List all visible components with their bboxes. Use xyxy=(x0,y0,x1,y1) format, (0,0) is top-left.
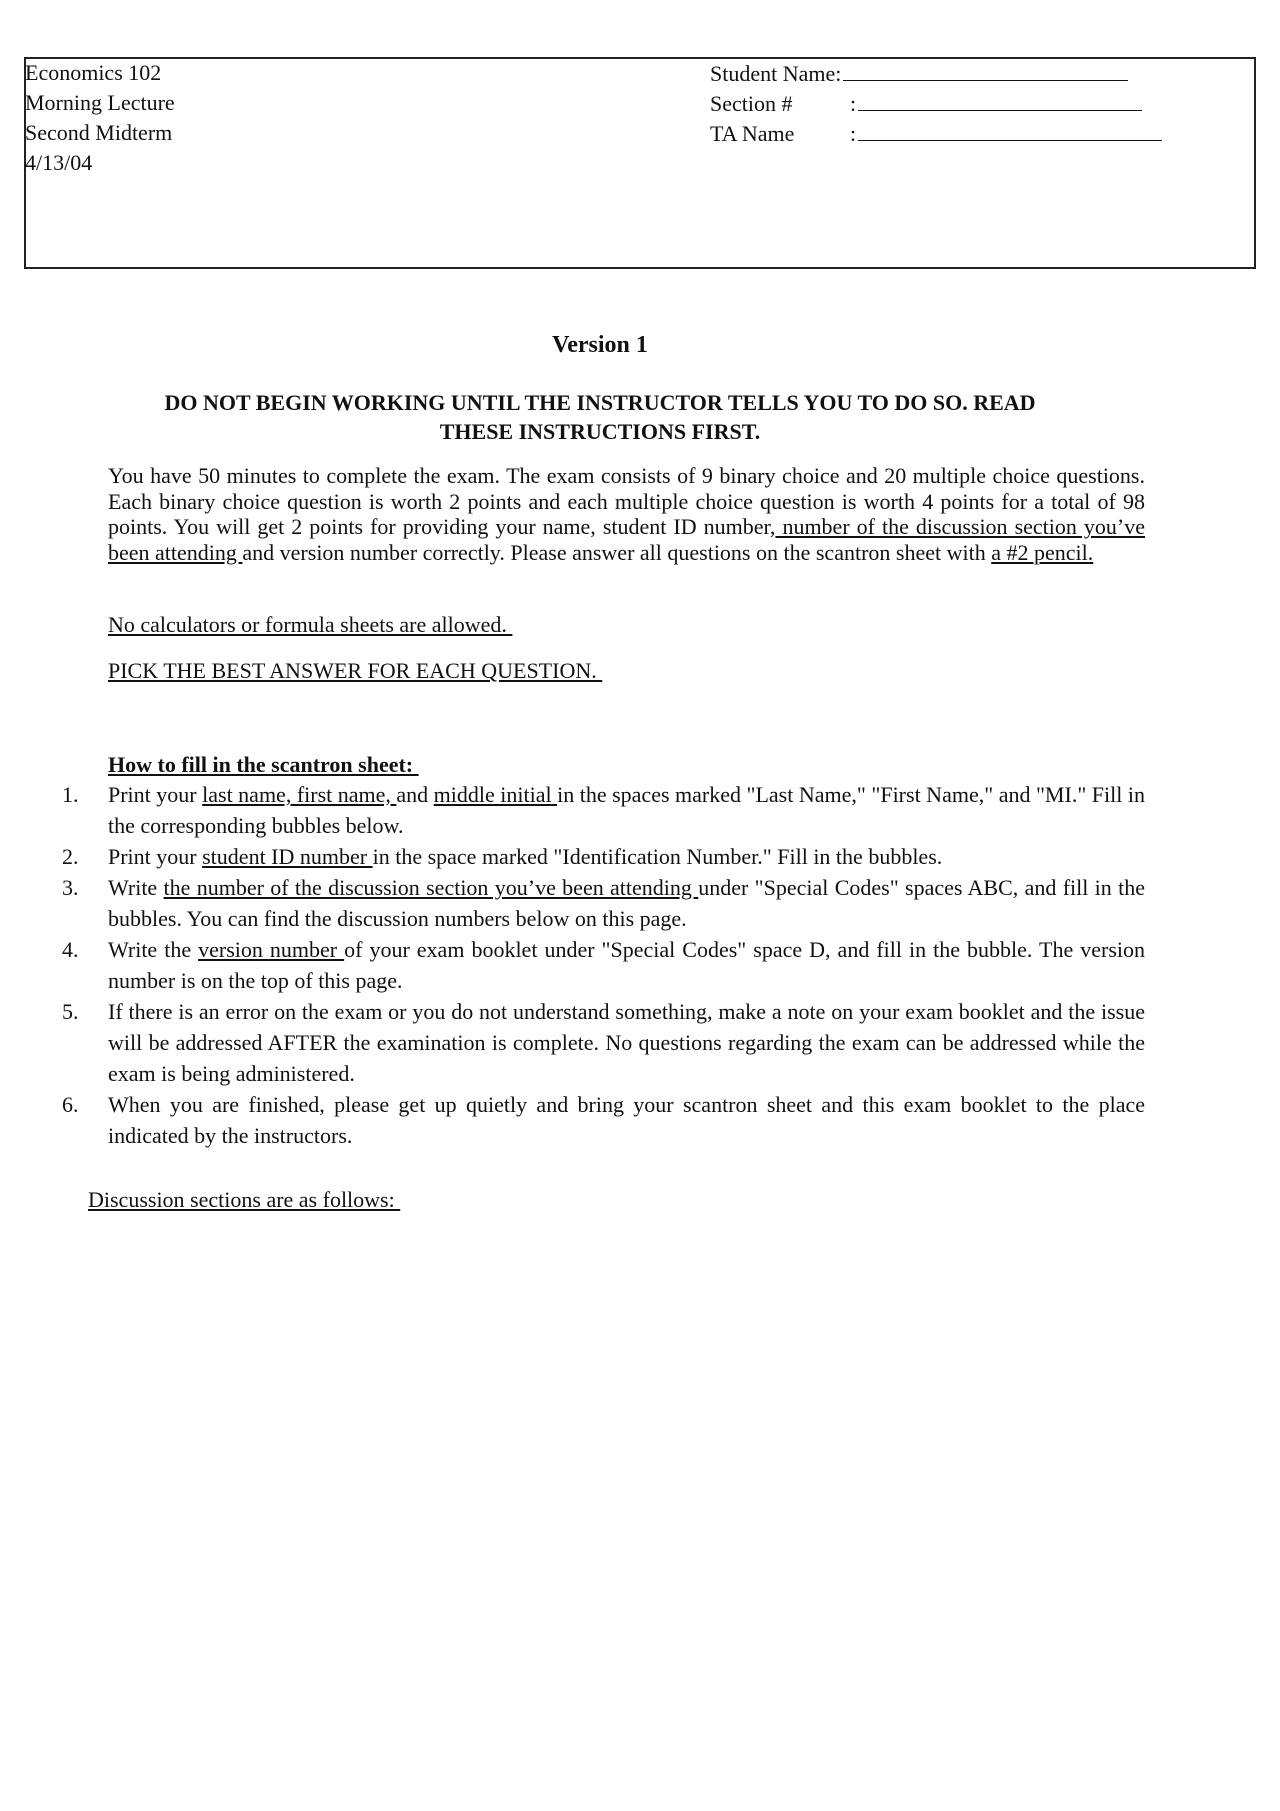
step-text-part: in the space marked "Identification Number." Fill in the bubbles. xyxy=(372,844,943,869)
ta-name-label: TA Name xyxy=(710,121,795,146)
scantron-instructions-heading: How to fill in the scantron sheet: xyxy=(108,752,419,777)
step-number: 4. xyxy=(62,937,79,962)
warning-text xyxy=(110,388,1090,446)
step-underline: middle initial xyxy=(433,782,558,807)
warning-line-1: DO NOT BEGIN WORKING UNTIL THE INSTRUCTOR TELLS YOU TO DO SO. READ xyxy=(164,390,1036,415)
ta-name-row xyxy=(710,118,1162,148)
list-item xyxy=(62,779,1145,841)
course-info xyxy=(25,58,175,178)
list-item xyxy=(62,1089,1145,1151)
step-text-part: and xyxy=(396,782,434,807)
ta-name-field[interactable] xyxy=(858,118,1162,141)
step-underline: the number of the discussion section you’ve been attending xyxy=(163,875,699,900)
student-info-fields xyxy=(710,58,1162,148)
exam-date: 4/13/04 xyxy=(25,150,93,175)
step-number: 6. xyxy=(62,1092,79,1117)
step-text-part: in the spaces marked "Last Name," "First Name," and "MI." Fill in the corresponding bubbles below. xyxy=(108,782,1145,838)
warning-line-2: THESE INSTRUCTIONS FIRST. xyxy=(439,419,761,444)
step-number: 3. xyxy=(62,875,79,900)
course-name: Economics 102 xyxy=(25,60,162,85)
step-text-part: Print your xyxy=(108,844,203,869)
version-title: Version 1 xyxy=(552,332,648,358)
step-text: When you are finished, please get up quietly and bring your scantron sheet and this exam booklet to the place indicated by the instructors. xyxy=(108,1092,1145,1148)
step-underline: version number xyxy=(198,937,345,962)
list-item xyxy=(62,872,1145,934)
step-number: 5. xyxy=(62,999,79,1024)
colon: : xyxy=(850,91,857,116)
step-text-part: Write the xyxy=(108,937,199,962)
lecture-name: Morning Lecture xyxy=(25,90,175,115)
step-text xyxy=(108,779,1145,841)
step-underline: student ID number xyxy=(202,844,373,869)
scantron-steps-list xyxy=(62,779,1145,1151)
step-underline: last name, first name, xyxy=(202,782,397,807)
step-text-part: of your exam booklet under "Special Codes" space D, and fill in the bubble. The version number is on the top of this page. xyxy=(108,937,1146,993)
list-item xyxy=(62,841,1145,872)
step-text-part: Write xyxy=(108,875,164,900)
list-item xyxy=(62,934,1145,996)
intro-text-1: You have 50 minutes to complete the exam. The exam consists of 9 binary choice and 20 multiple choice questions. Each binary choice question is worth 2 points and each multiple choice question is worth 4 points for a total of 98 points. You will get 2 points for providing your name, student ID number, xyxy=(108,463,1145,539)
pick-best-answer-note: PICK THE BEST ANSWER FOR EACH QUESTION. xyxy=(108,658,603,683)
exam-instructions-paragraph xyxy=(108,463,1145,565)
discussion-sections-heading: Discussion sections are as follows: xyxy=(88,1187,401,1212)
step-text xyxy=(108,872,1145,934)
colon: : xyxy=(835,61,842,86)
no-calculators-note: No calculators or formula sheets are allowed. xyxy=(108,612,513,637)
step-text-part: under "Special Codes" spaces ABC, and fill in the bubbles. You can find the discussion numbers below on this page. xyxy=(108,875,1145,931)
section-field[interactable] xyxy=(858,88,1142,111)
step-text-part: Print your xyxy=(108,782,203,807)
intro-underline-1: number of the discussion section you’ve been attending xyxy=(108,514,1145,565)
step-text xyxy=(108,841,1145,872)
student-name-row xyxy=(710,58,1162,88)
section-label: Section # xyxy=(710,91,793,116)
colon: : xyxy=(850,121,857,146)
step-number: 2. xyxy=(62,844,79,869)
step-text: If there is an error on the exam or you do not understand something, make a note on your exam booklet and the issue will be addressed AFTER the examination is complete. No questions regarding the exam can be addressed while the exam is being administered. xyxy=(108,999,1145,1086)
step-number: 1. xyxy=(62,782,79,807)
student-name-field[interactable] xyxy=(843,58,1128,81)
step-text xyxy=(108,934,1145,996)
student-name-label: Student Name xyxy=(710,61,836,86)
intro-underline-2: a #2 pencil. xyxy=(991,539,1094,565)
exam-name: Second Midterm xyxy=(25,120,173,145)
list-item xyxy=(62,996,1145,1089)
intro-text-2: and version number correctly. Please answer all questions on the scantron sheet with xyxy=(242,539,992,565)
section-row xyxy=(710,88,1162,118)
